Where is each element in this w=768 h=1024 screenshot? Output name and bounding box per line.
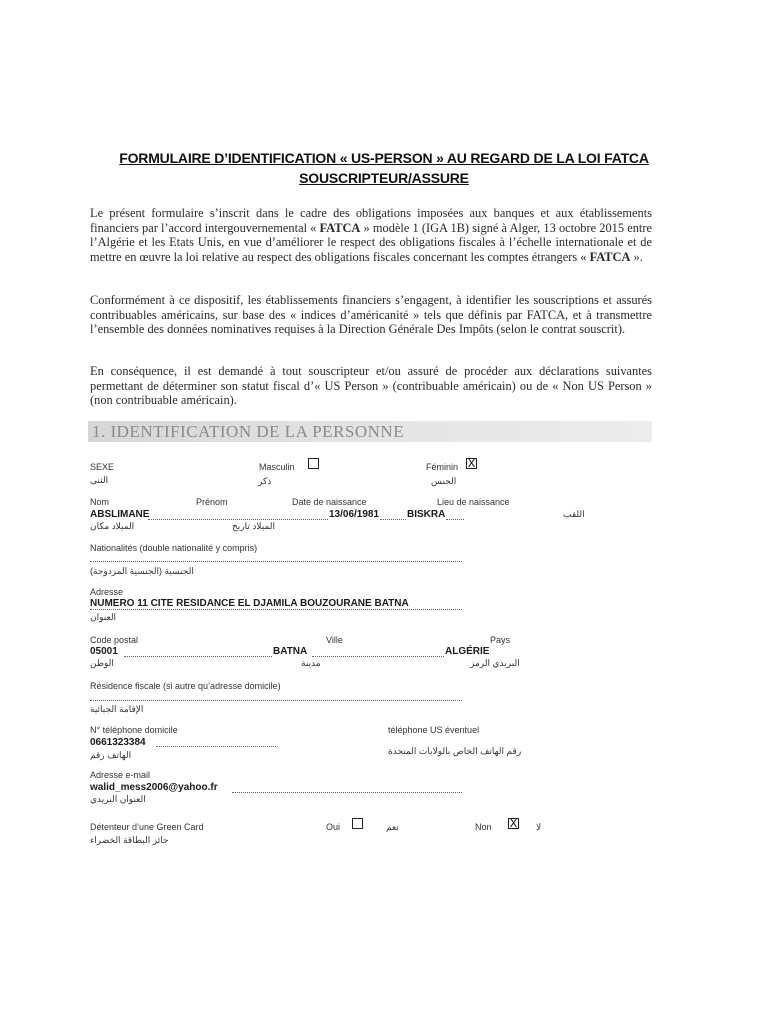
form-title-line1: FORMULAIRE D’IDENTIFICATION « US-PERSON » AU REGARD DE LA LOI FATCA	[119, 150, 649, 166]
green-card-ar: حائز البطاقة الخضراء	[90, 835, 169, 845]
residence-fiscale-ar: الإقامة الجبائية	[90, 704, 144, 714]
dob-label: Date de naissance	[292, 497, 367, 507]
lieu-naissance-label: Lieu de naissance	[437, 497, 510, 507]
code-postal-value[interactable]: 05001	[90, 646, 118, 657]
dob-ar: الميلاد تاريخ	[232, 521, 275, 531]
code-postal-ar: البريدي الرمز	[470, 658, 520, 668]
non-label-ar: لا	[536, 822, 542, 832]
lieu-naissance-value[interactable]: BISKRA	[407, 509, 446, 520]
ville-dotted-line	[312, 656, 444, 657]
intro-paragraph-1	[90, 206, 652, 264]
intro-p1-text-e: ».	[630, 249, 643, 264]
feminin-label: Féminin	[426, 462, 459, 472]
ville-value[interactable]: BATNA	[273, 646, 308, 657]
oui-label: Oui	[326, 822, 341, 832]
feminin-checkbox[interactable]: X	[467, 457, 476, 470]
green-card-label: Détenteur d’une Green Card	[90, 822, 204, 832]
oui-label-ar: نعم	[386, 822, 399, 832]
non-label: Non	[475, 822, 492, 832]
masculin-label: Masculin	[259, 462, 295, 472]
section-title: 1. IDENTIFICATION DE LA PERSONNE	[92, 422, 405, 441]
telephone-dotted-line	[156, 746, 276, 747]
telephone-us-ar: رقم الهاتف الخاص بالولايات المتحدة	[388, 746, 522, 756]
nationalites-ar: الجنسية (الجنسية المزدوجة)	[90, 566, 194, 576]
telephone-ar: الهاتف رقم	[90, 750, 132, 760]
intro-p1-text-c: » modèle 1 (IGA 1B) signé à Alger, 13 octobre 2015 entre l’Algérie et les Etats Unis, en vue d’améliorer le respect des obligations fiscales à l’échelle internationale et de mettre en œuvre la loi relative au respect des obligations fiscales concernant les comptes étrangers «	[90, 220, 652, 264]
telephone-label: N° téléphone domicile	[90, 725, 178, 735]
dob-value[interactable]: 13/06/1981	[329, 509, 380, 520]
code-postal-dotted-line	[124, 656, 272, 657]
email-dotted-line	[232, 792, 462, 793]
nom-label: Nom	[90, 497, 110, 507]
pays-label: Pays	[490, 635, 511, 645]
residence-dotted-line[interactable]	[90, 700, 462, 701]
oui-checkbox[interactable]	[352, 818, 363, 829]
masculin-label-ar: ذكر	[258, 476, 272, 486]
adresse-label: Adresse	[90, 587, 124, 597]
prenom-label: Prénom	[196, 497, 228, 507]
ville-ar: مدينة	[301, 658, 321, 668]
intro-p1-fatca-2: FATCA	[589, 249, 631, 264]
email-value[interactable]: walid_mess2006@yahoo.fr	[90, 782, 218, 793]
sexe-label: SEXE	[90, 462, 115, 472]
telephone-us-label: téléphone US éventuel	[388, 725, 480, 735]
sexe-label-ar: الثنى	[90, 475, 109, 485]
nationalites-label: Nationalités (double nationalité y compris)	[90, 543, 258, 553]
form-title-line2: SOUSCRIPTEUR/ASSURE	[299, 170, 469, 186]
intro-paragraph-2: Conformément à ce dispositif, les établissements financiers s’engagent, à identifier les souscriptions et assurés contribuables américains, sur base des « indices d’américanité » tels que définis par FATCA, et à transmettre l’ensemble des données nominatives requises à la Direction Générale Des Impôts (selon le contrat souscrit).	[90, 293, 652, 337]
email-label: Adresse e-mail	[90, 770, 151, 780]
dob-dotted-line	[380, 519, 406, 520]
feminin-label-ar: الجنس	[431, 476, 457, 486]
adresse-dotted-line	[90, 609, 462, 610]
non-checkbox[interactable]: X	[509, 817, 518, 830]
adresse-ar: العنوان	[90, 612, 117, 622]
masculin-checkbox[interactable]	[308, 458, 319, 469]
nom-dotted-line	[148, 519, 328, 520]
intro-p1-fatca-1: FATCA	[319, 220, 361, 235]
intro-paragraph-3: En conséquence, il est demandé à tout souscripteur et/ou assuré de procéder aux déclarations suivantes permettant de déterminer son statut fiscal d’« US Person » (contribuable américain) ou de « Non US Person » (non contribuable américain).	[90, 364, 652, 408]
ville-label: Ville	[326, 635, 343, 645]
pays-value[interactable]: ALGÉRIE	[445, 646, 490, 657]
nationalites-dotted-line[interactable]	[90, 561, 462, 562]
nom-value[interactable]: ABSLIMANE	[90, 509, 150, 520]
intro-p1-text-a: Le présent formulaire s’inscrit dans le cadre des obligations imposées aux banques et aux établissements financiers par l’accord intergouvernemental «	[90, 206, 652, 235]
lieu-dotted-line	[446, 519, 464, 520]
lieu-naissance-ar: الميلاد مكان	[90, 521, 135, 531]
residence-fiscale-label: Résidence fiscale (si autre qu’adresse domicile)	[90, 681, 281, 691]
pays-ar: الوطن	[90, 658, 114, 668]
nom-ar: اللقب	[563, 509, 585, 519]
email-ar: العنوان البريدي	[90, 794, 146, 804]
code-postal-label: Code postal	[90, 635, 139, 645]
telephone-value[interactable]: 0661323384	[90, 737, 146, 748]
adresse-value[interactable]: NUMERO 11 CITE RESIDANCE EL DJAMILA BOUZOURANE BATNA	[90, 598, 409, 609]
